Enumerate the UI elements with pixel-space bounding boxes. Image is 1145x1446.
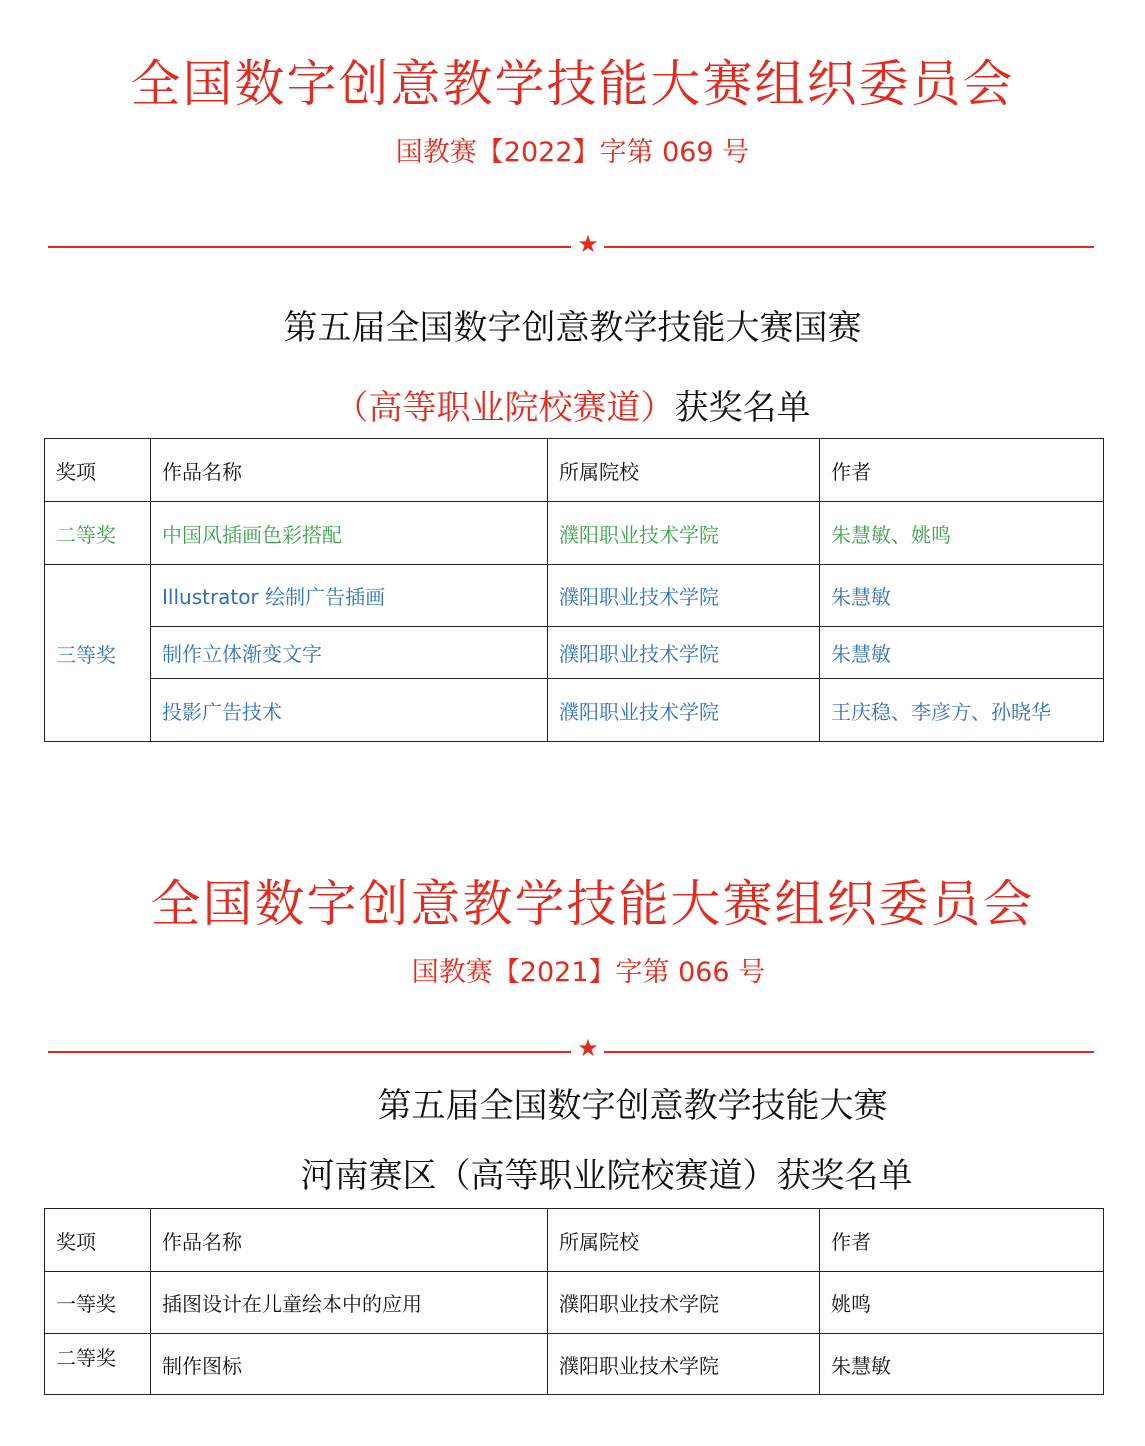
school-cell: 濮阳职业技术学院 xyxy=(548,1272,820,1334)
award-cell: 一等奖 xyxy=(45,1272,151,1334)
red-rule-right-2022 xyxy=(604,246,1094,248)
award-cell: 二等奖 xyxy=(45,502,151,565)
header-school: 所属院校 xyxy=(548,439,820,502)
awards-table-2021 xyxy=(44,1208,1104,1395)
header-work: 作品名称 xyxy=(151,439,548,502)
work-cell: 投影广告技术 xyxy=(151,679,548,742)
header-school: 所属院校 xyxy=(548,1209,820,1272)
school-cell: 濮阳职业技术学院 xyxy=(548,1334,820,1395)
table-row xyxy=(45,502,1104,565)
heading-line2-2021: 河南赛区（高等职业院校赛道）获奖名单 xyxy=(300,1156,913,1196)
heading-line1-2021: 第五届全国数字创意教学技能大赛 xyxy=(377,1086,888,1126)
heading-track-red: （高等职业院校赛道） xyxy=(334,388,675,428)
doc-number-2021: 国教赛【2021】字第 066 号 xyxy=(411,957,766,988)
red-rule-left-2021 xyxy=(48,1051,571,1053)
award-cell: 三等奖 xyxy=(45,565,151,742)
star-icon: ★ xyxy=(577,1034,599,1062)
work-cell: 中国风插画色彩搭配 xyxy=(151,502,548,565)
red-rule-right-2021 xyxy=(604,1051,1094,1053)
author-cell: 朱慧敏 xyxy=(820,565,1104,627)
star-icon: ★ xyxy=(577,230,599,258)
author-cell: 姚鸣 xyxy=(820,1272,1104,1334)
red-rule-left-2022 xyxy=(48,246,571,248)
table-row xyxy=(45,679,1104,742)
doc-number-2022: 国教赛【2022】字第 069 号 xyxy=(395,137,750,168)
table-row xyxy=(45,565,1104,627)
work-cell: 制作图标 xyxy=(151,1334,548,1395)
school-cell: 濮阳职业技术学院 xyxy=(548,565,820,627)
award-cell: 二等奖 xyxy=(45,1334,151,1395)
table-row xyxy=(45,1334,1104,1395)
heading-line2-2022 xyxy=(0,380,1145,429)
author-cell: 朱慧敏 xyxy=(820,627,1104,679)
school-cell: 濮阳职业技术学院 xyxy=(548,679,820,742)
org-title-2022: 全国数字创意教学技能大赛组织委员会 xyxy=(130,55,1015,113)
work-cell: 插图设计在儿童绘本中的应用 xyxy=(151,1272,548,1334)
heading-list-label: 获奖名单 xyxy=(674,388,811,428)
header-award: 奖项 xyxy=(45,439,151,502)
table-header-row xyxy=(45,439,1104,502)
header-award: 奖项 xyxy=(45,1209,151,1272)
school-cell: 濮阳职业技术学院 xyxy=(548,627,820,679)
school-cell: 濮阳职业技术学院 xyxy=(548,502,820,565)
org-title-2021: 全国数字创意教学技能大赛组织委员会 xyxy=(150,875,1035,933)
author-cell: 朱慧敏、姚鸣 xyxy=(820,502,1104,565)
work-cell: 制作立体渐变文字 xyxy=(151,627,548,679)
header-author: 作者 xyxy=(820,439,1104,502)
author-cell: 王庆稳、李彦方、孙晓华 xyxy=(820,679,1104,742)
heading-line1-2022: 第五届全国数字创意教学技能大赛国赛 xyxy=(283,308,862,348)
work-cell: Illustrator 绘制广告插画 xyxy=(151,565,548,627)
awards-table-2022 xyxy=(44,438,1104,742)
header-author: 作者 xyxy=(820,1209,1104,1272)
table-row xyxy=(45,627,1104,679)
table-row xyxy=(45,1272,1104,1334)
author-cell: 朱慧敏 xyxy=(820,1334,1104,1395)
header-work: 作品名称 xyxy=(151,1209,548,1272)
table-header-row xyxy=(45,1209,1104,1272)
